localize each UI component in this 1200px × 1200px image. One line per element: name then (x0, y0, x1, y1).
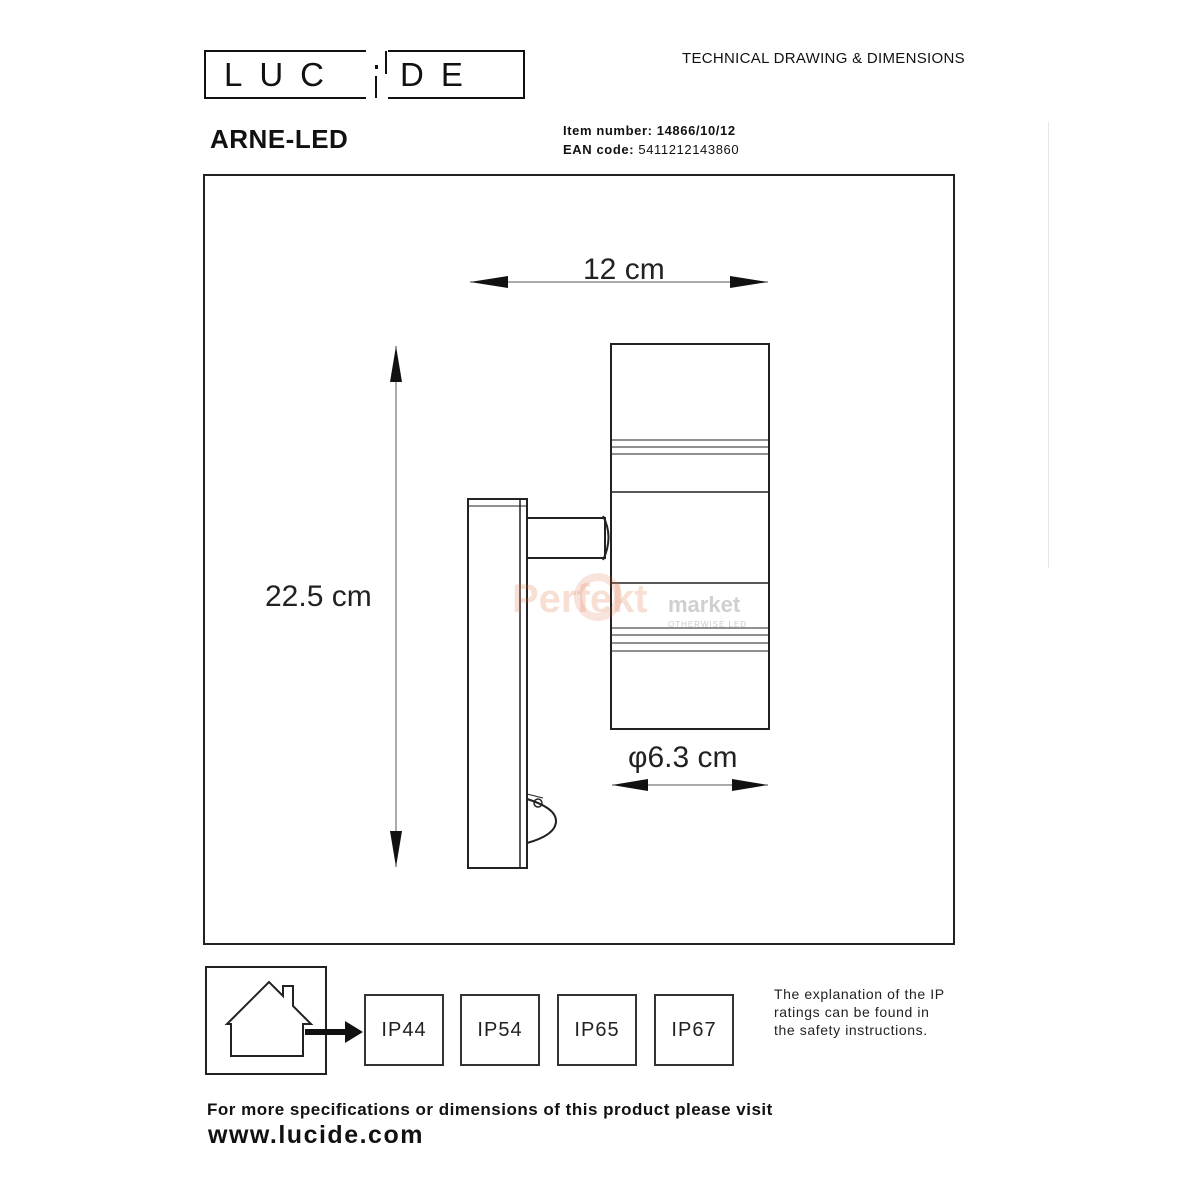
watermark-brand: Perfekt (512, 577, 648, 621)
ip-rating-badge: IP44 (364, 994, 444, 1066)
ean-value: 5411212143860 (638, 142, 740, 157)
ip-rating-badge: IP54 (460, 994, 540, 1066)
motion-sensor (527, 794, 556, 843)
wall-plate (468, 499, 527, 868)
ip-rating-note: The explanation of the IP ratings can be found in the safety instructions. (774, 986, 945, 1038)
item-number-label: Item number: (563, 123, 653, 138)
svg-text:LUC: LUC (224, 56, 342, 93)
item-number-line (563, 123, 736, 138)
mounting-arm (527, 516, 609, 560)
item-number-value: 14866/10/12 (656, 123, 736, 138)
page-divider (1048, 122, 1049, 568)
website-link[interactable]: www.lucide.com (208, 1121, 424, 1149)
diameter-dimension-line (612, 779, 768, 791)
document-heading: TECHNICAL DRAWING & DIMENSIONS (682, 50, 965, 67)
width-label: 12 cm (583, 253, 665, 286)
product-drawing (205, 176, 953, 943)
footer-text: For more specifications or dimensions of this product please visit (207, 1100, 773, 1119)
ip-rating-badge: IP65 (557, 994, 637, 1066)
svg-text:DE: DE (400, 56, 480, 93)
ip-rating-badge: IP67 (654, 994, 734, 1066)
lucide-logo (204, 49, 525, 100)
arrow-right-icon (305, 1021, 363, 1043)
height-label: 22.5 cm (265, 580, 372, 613)
watermark-suffix: market (668, 592, 741, 617)
lamp-cylinder (611, 344, 769, 729)
height-dimension-line (390, 346, 402, 867)
diameter-label: φ6.3 cm (628, 741, 738, 774)
watermark-tagline: OTHERWISE LED (668, 620, 748, 629)
ean-label: EAN code: (563, 142, 635, 157)
house-icon (205, 966, 365, 1074)
product-name: ARNE-LED (210, 124, 349, 154)
ean-line (563, 142, 739, 157)
